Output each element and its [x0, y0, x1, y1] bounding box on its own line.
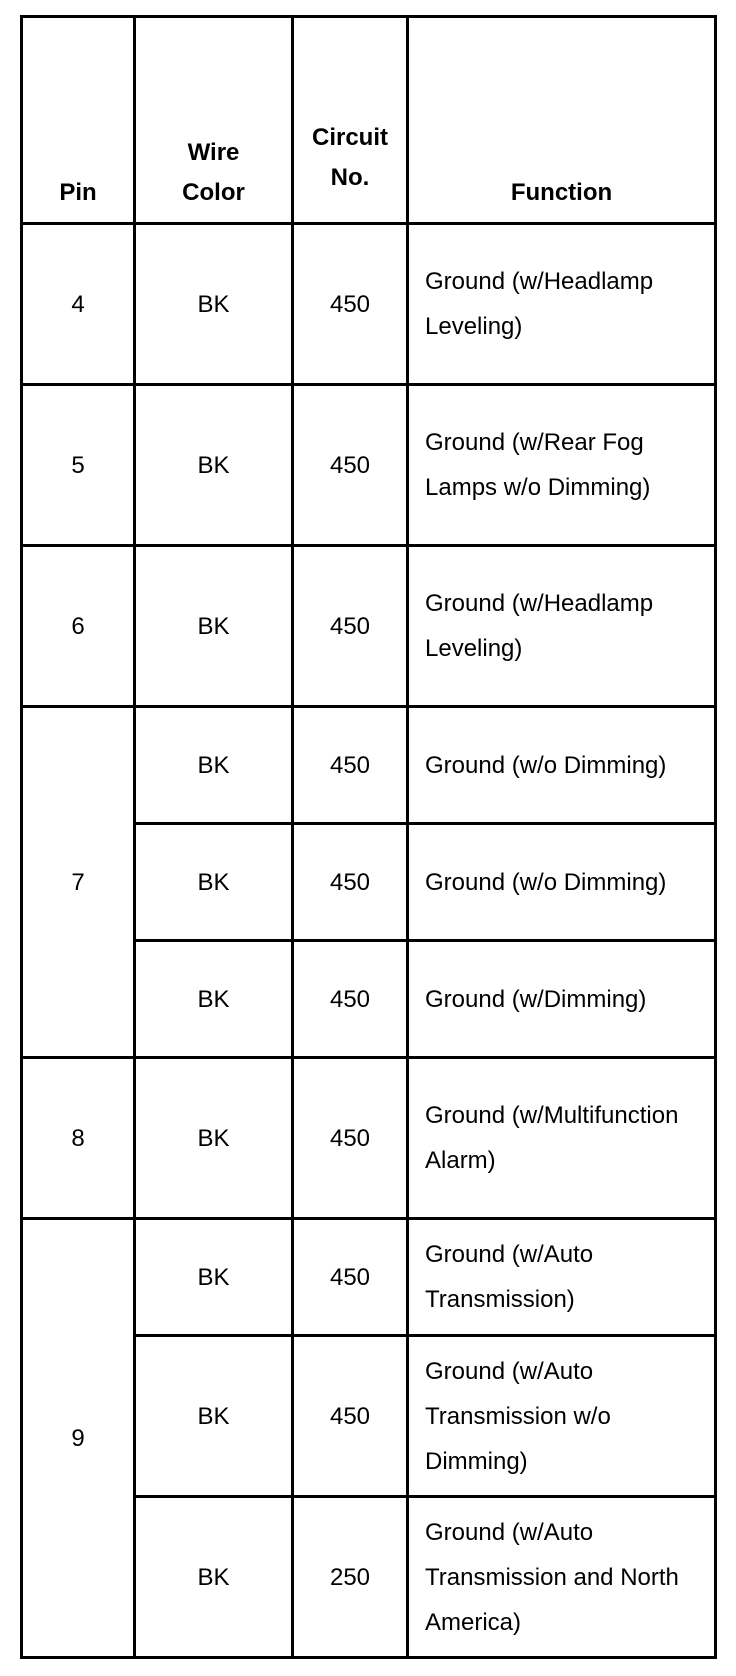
pin-cell: 6: [22, 546, 135, 707]
function-cell: Ground (w/o Dimming): [408, 824, 716, 941]
circuit-no-cell: 450: [293, 824, 408, 941]
circuit-no-cell: 450: [293, 941, 408, 1058]
wire-color-cell: BK: [135, 941, 293, 1058]
circuit-no-cell: 450: [293, 385, 408, 546]
header-wire-color: Wire Color: [135, 17, 293, 224]
table-row: [22, 385, 716, 546]
table-row: [22, 224, 716, 385]
wire-color-cell: BK: [135, 385, 293, 546]
wire-color-cell: BK: [135, 1058, 293, 1219]
table-row: [22, 546, 716, 707]
function-cell: Ground (w/Multifunction Alarm): [408, 1058, 716, 1219]
circuit-no-cell: 450: [293, 1058, 408, 1219]
circuit-no-cell: 450: [293, 224, 408, 385]
pin-cell: 4: [22, 224, 135, 385]
circuit-no-cell: 450: [293, 707, 408, 824]
pin-table: [20, 15, 717, 1659]
function-cell: Ground (w/Auto Transmission): [408, 1219, 716, 1336]
table-row: [22, 1058, 716, 1219]
function-cell: Ground (w/Rear Fog Lamps w/o Dimming): [408, 385, 716, 546]
header-pin: Pin: [22, 17, 135, 224]
table-row: [22, 707, 716, 824]
header-circuit-no: Circuit No.: [293, 17, 408, 224]
wire-color-cell: BK: [135, 1219, 293, 1336]
circuit-no-cell: 450: [293, 546, 408, 707]
wire-color-cell: BK: [135, 1336, 293, 1497]
function-cell: Ground (w/Headlamp Leveling): [408, 224, 716, 385]
pin-cell: 7: [22, 707, 135, 1058]
wire-color-cell: BK: [135, 1497, 293, 1658]
wire-color-cell: BK: [135, 546, 293, 707]
table-row: [22, 1219, 716, 1336]
wire-color-cell: BK: [135, 707, 293, 824]
circuit-no-cell: 250: [293, 1497, 408, 1658]
function-cell: Ground (w/Headlamp Leveling): [408, 546, 716, 707]
circuit-no-cell: 450: [293, 1219, 408, 1336]
function-cell: Ground (w/o Dimming): [408, 707, 716, 824]
pin-cell: 8: [22, 1058, 135, 1219]
wire-color-cell: BK: [135, 224, 293, 385]
function-cell: Ground (w/Dimming): [408, 941, 716, 1058]
header-function: Function: [408, 17, 716, 224]
wire-color-cell: BK: [135, 824, 293, 941]
function-cell: Ground (w/Auto Transmission and North America): [408, 1497, 716, 1658]
pin-cell: 9: [22, 1219, 135, 1658]
header-row: [22, 17, 716, 224]
circuit-no-cell: 450: [293, 1336, 408, 1497]
function-cell: Ground (w/Auto Transmission w/o Dimming): [408, 1336, 716, 1497]
pin-cell: 5: [22, 385, 135, 546]
